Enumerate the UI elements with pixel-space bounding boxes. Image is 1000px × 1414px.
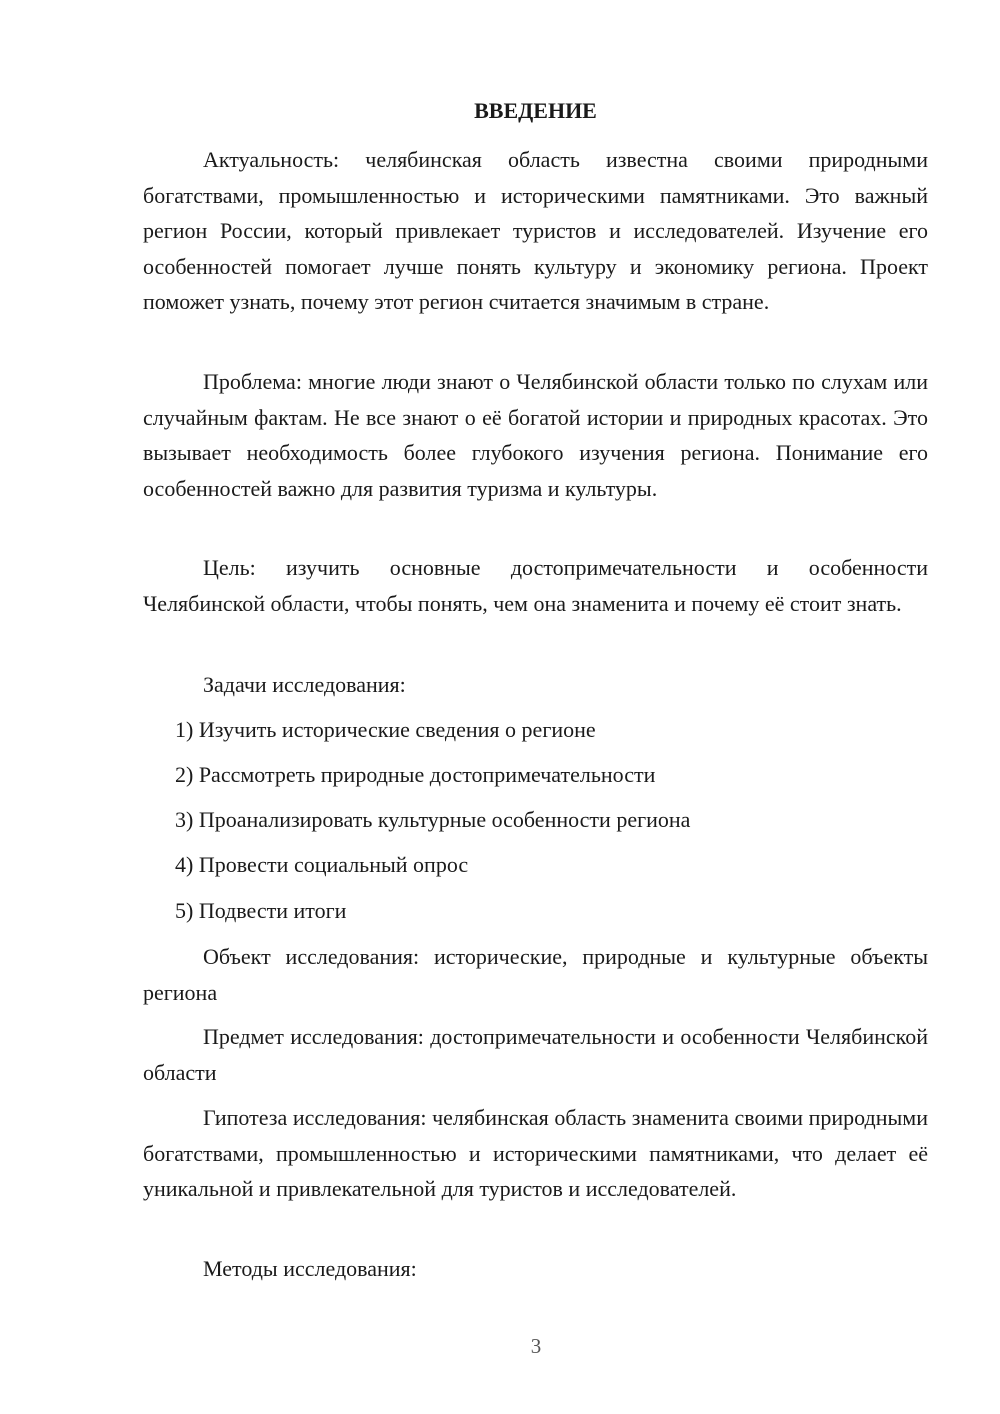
task-item: 5) Подвести итоги — [175, 898, 347, 923]
tasks-heading-block — [143, 667, 928, 703]
object-paragraph: Объект исследования: исторические, природные и культурные объекты региона — [143, 944, 928, 1005]
goal-paragraph: Цель: изучить основные достопримечательности и особенности Челябинской области, чтобы понять, чем она знаменита и почему её стоит знать. — [143, 555, 928, 616]
problem-block — [143, 364, 928, 506]
hypothesis-paragraph: Гипотеза исследования: челябинская область знаменита своими природными богатствами, промышленностью и историческими памятниками, что делает её уникальной и привлекательной для туристов и исследователей. — [143, 1105, 928, 1201]
task-item: 2) Рассмотреть природные достопримечательности — [175, 762, 656, 787]
hypothesis-block — [143, 1100, 928, 1207]
problem-paragraph: Проблема: многие люди знают о Челябинской области только по слухам или случайным фактам. Не все знают о её богатой истории и природных красотах. Это вызывает необходимость более глубокого изучения региона. Понимание его особенностей важно для развития туризма и культуры. — [143, 369, 928, 501]
page-title: ВВЕДЕНИЕ — [474, 98, 597, 123]
relevance-paragraph: Актуальность: челябинская область известна своими природными богатствами, промышленностью и историческими памятниками. Это важный регион России, который привлекает туристов и исследователей. Изучение его особенностей помогает лучше понять культуру и экономику региона. Проект поможет узнать, почему этот регион считается значимым в стране. — [143, 147, 928, 314]
task-item: 3) Проанализировать культурные особенности региона — [175, 807, 691, 832]
subject-paragraph: Предмет исследования: достопримечательности и особенности Челябинской области — [143, 1024, 928, 1085]
relevance-block — [143, 142, 928, 320]
object-block — [143, 939, 928, 1010]
task-item: 4) Провести социальный опрос — [175, 852, 469, 877]
tasks-heading: Задачи исследования: — [203, 672, 406, 697]
methods-heading-block — [143, 1251, 928, 1287]
methods-heading: Методы исследования: — [203, 1256, 417, 1281]
page-number: 3 — [530, 1334, 542, 1358]
goal-block — [143, 550, 928, 621]
task-item: 1) Изучить исторические сведения о регионе — [175, 717, 596, 742]
subject-block — [143, 1019, 928, 1090]
